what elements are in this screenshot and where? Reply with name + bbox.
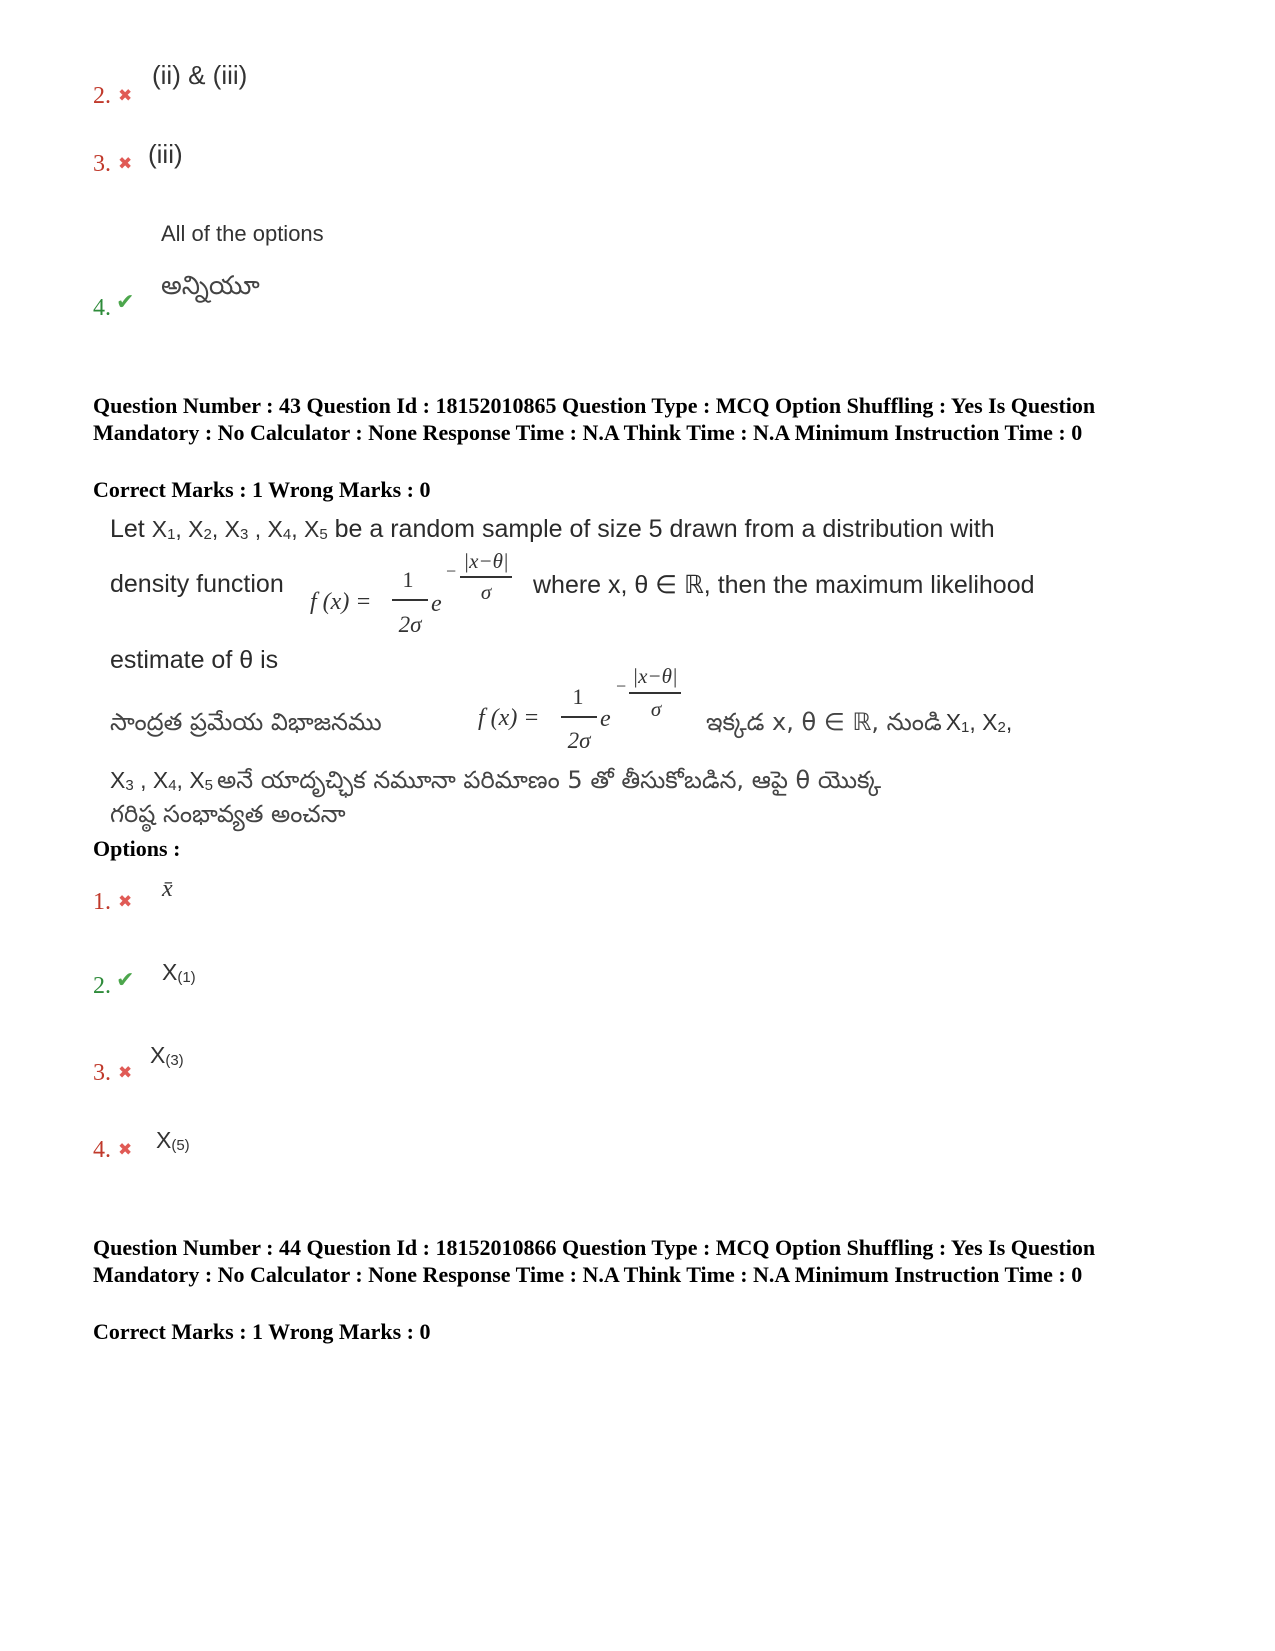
option-number: 1. (93, 889, 111, 915)
fraction-bar (392, 599, 428, 601)
sample-variables: $X_3$ , $X_4$, $X_5$ (110, 767, 214, 794)
option-text: x̄ (162, 876, 173, 902)
question-text-line (110, 766, 881, 800)
option-text: (ii) & (iii) (152, 60, 248, 90)
formula-minus: − (616, 676, 627, 696)
option-text-telugu: అన్నియూ (161, 271, 260, 301)
option-text: (iii) (148, 139, 183, 169)
cross-icon: ✖ (118, 1140, 133, 1160)
question-meta: Question Number : 44 Question Id : 18152010866 Question Type : MCQ Option Shuffling : Yes Is Question Mandatory : No Calculator : None Response Time : N.A Think Time : N.A Minimum Instruction Time : 0 (93, 1235, 1096, 1287)
formula-exp-base: e (600, 706, 611, 732)
fraction-bar (629, 692, 681, 694)
option-text: $X_{(3)}$ (150, 1042, 184, 1069)
formula-exp-base: e (431, 591, 442, 617)
question-text-fragment: where x, θ ∈ ℝ, then the maximum likelihood (533, 571, 1035, 599)
option-number: 4. (93, 295, 111, 321)
question-text-fragment: estimate of θ is (110, 646, 279, 674)
question-text-telugu: అనే యాదృచ్ఛిక నమూనా పరిమాణం 5 తో తీసుకోబడిన, ఆపై θ యొక్క (217, 766, 882, 794)
formula-denominator: 2σ (567, 728, 591, 753)
fraction-bar (460, 576, 512, 578)
option-text: $X_{(1)}$ (162, 959, 196, 986)
option-number: 3. (93, 1060, 111, 1086)
option-number: 2. (93, 973, 111, 999)
question-marks: Correct Marks : 1 Wrong Marks : 0 (93, 1319, 431, 1344)
question-text-telugu: గరిష్ఠ సంభావ్యత అంచనా (110, 800, 346, 828)
cross-icon: ✖ (118, 86, 133, 106)
formula-numerator: 1 (402, 567, 414, 592)
question-text-telugu: సాంద్రత ప్రమేయ విభాజనము (110, 708, 382, 736)
question-text-line (110, 515, 995, 544)
option-number: 2. (93, 83, 111, 109)
formula-lhs: f (x) = (478, 705, 540, 731)
formula-exp-numerator: |x−θ| (463, 549, 509, 573)
check-icon: ✔ (116, 290, 135, 315)
cross-icon: ✖ (118, 892, 133, 912)
question-text-telugu: ఇక్కడ x, θ ∈ ℝ, నుండి (706, 708, 942, 736)
formula-exp-numerator: |x−θ| (632, 664, 678, 688)
question-meta: Question Number : 43 Question Id : 18152010865 Question Type : MCQ Option Shuffling : Yes Is Question Mandatory : No Calculator : None Response Time : N.A Think Time : N.A Minimum Instruction Time : 0 (93, 393, 1096, 445)
cross-icon: ✖ (118, 1063, 133, 1083)
formula-denominator: 2σ (398, 612, 422, 637)
check-icon: ✔ (116, 968, 135, 993)
question-text-fragment: be a random sample of size 5 drawn from a distribution with (334, 515, 995, 543)
option-text-english: All of the options (161, 221, 324, 246)
question-text-fragment: density function (110, 570, 284, 598)
option-number: 3. (93, 151, 111, 177)
question-marks: Correct Marks : 1 Wrong Marks : 0 (93, 477, 431, 502)
sample-variables: $X_1$, $X_2$, (945, 709, 1013, 736)
formula-exp-denominator: σ (480, 580, 492, 604)
fraction-bar (561, 716, 597, 718)
formula-numerator: 1 (572, 684, 584, 709)
options-label: Options : (93, 836, 181, 861)
formula-lhs: f (x) = (310, 589, 372, 615)
question-text-line (706, 708, 1012, 742)
option-number: 4. (93, 1137, 111, 1163)
cross-icon: ✖ (118, 154, 133, 174)
option-text: $X_{(5)}$ (156, 1127, 190, 1154)
formula-exp-denominator: σ (650, 697, 662, 721)
formula-minus: − (446, 561, 457, 581)
question-text-fragment: Let (110, 515, 145, 543)
sample-variables: $X_1$, $X_2$, $X_3$ , $X_4$, $X_5$ (151, 516, 328, 543)
